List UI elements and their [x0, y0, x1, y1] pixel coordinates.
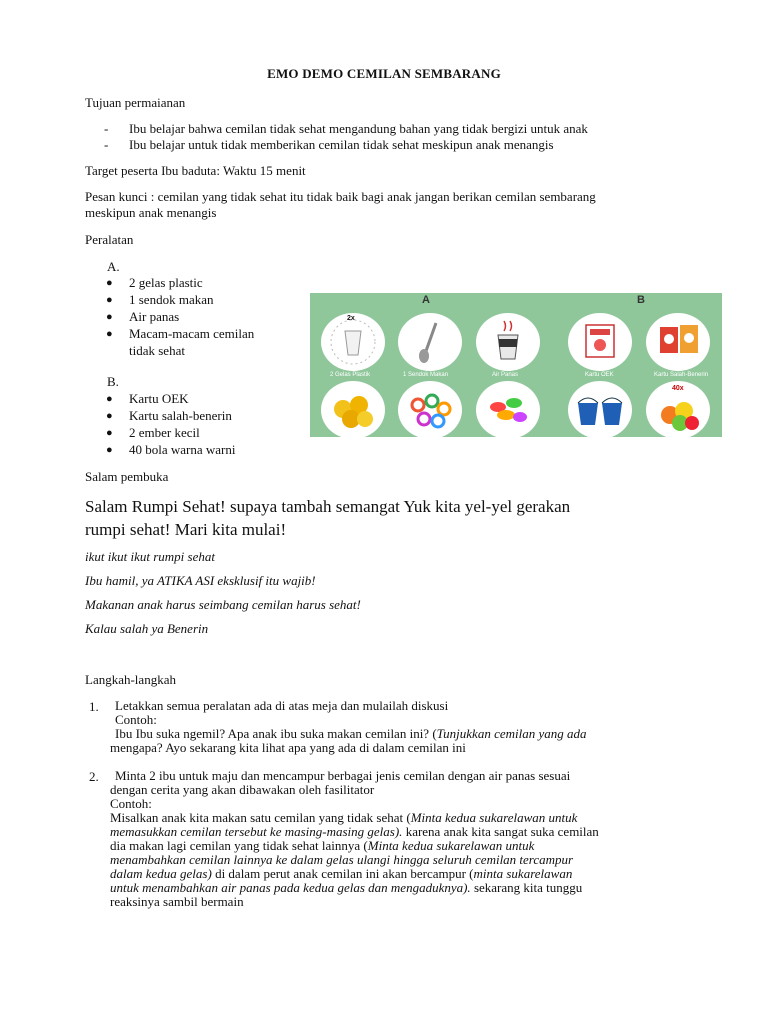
step-text-part: dia makan lagi cemilan yang tidak sehat lainnya (	[110, 838, 368, 853]
cards-icon	[646, 313, 710, 371]
bullet-icon: ●	[106, 277, 113, 289]
equipment-illustration	[310, 293, 722, 437]
hot-cup-icon	[476, 313, 540, 371]
illustration-label: Kartu OEK	[585, 372, 614, 378]
illustration-label: 2 Gelas Plastik	[330, 372, 371, 378]
salam-big-line: Salam Rumpi Sehat! supaya tambah semangat Yuk kita yel-yel gerakan	[85, 497, 571, 516]
equipment-item: 2 gelas plastic	[129, 275, 203, 290]
step-text	[115, 727, 587, 741]
cereal-image	[398, 381, 462, 439]
tujuan-item: Ibu belajar bahwa cemilan tidak sehat mengandung bahan yang tidak bergizi untuk anak	[129, 121, 588, 136]
bullet-icon: ●	[106, 393, 113, 405]
step-number: 1.	[89, 699, 99, 714]
step-text-part: Misalkan anak kita makan satu cemilan yang tidak sehat (	[110, 810, 411, 825]
step-text: Minta 2 ibu untuk maju dan mencampur berbagai jenis cemilan dengan air panas sesuai	[115, 768, 571, 783]
salam-heading: Salam pembuka	[85, 469, 169, 484]
step-instruction: dalam kedua gelas)	[110, 866, 212, 881]
yel-line: ikut ikut ikut rumpi sehat	[85, 549, 215, 564]
step-instruction: untuk menambahkan air panas pada kedua gelas dan mengaduknya).	[110, 880, 471, 895]
step-text-part: sekarang kita tunggu	[470, 880, 583, 895]
step-instruction: menambahkan cemilan lainnya ke dalam gelas ulangi hingga seluruh cemilan tercampur	[110, 852, 574, 867]
step-text	[110, 811, 577, 825]
step-text: dengan cerita yang akan dibawakan oleh fasilitator	[110, 782, 375, 797]
salah-benerin-card-image	[646, 313, 710, 371]
dash-marker: -	[104, 137, 109, 152]
step-text-part: Ibu Ibu suka ngemil? Apa anak ibu suka makan cemilan ini? (	[115, 726, 437, 741]
step-number: 2.	[89, 769, 99, 784]
langkah-heading: Langkah-langkah	[85, 672, 176, 687]
candy-icon	[476, 381, 540, 439]
bullet-icon: ●	[106, 444, 113, 456]
bullet-icon: ●	[106, 410, 113, 422]
document-title: EMO DEMO CEMILAN SEMBARANG	[267, 66, 501, 81]
bullet-icon: ●	[106, 427, 113, 439]
yel-line: Makanan anak harus seimbang cemilan harus sehat!	[85, 597, 361, 612]
pesan-line: meskipun anak menangis	[85, 205, 217, 220]
equipment-item: 40 bola warna warni	[129, 442, 236, 457]
step-instruction: minta sukarelawan	[473, 866, 573, 881]
dash-marker: -	[104, 121, 109, 136]
step-instruction: memasukkan cemilan tersebut ke masing-masing gelas).	[110, 824, 403, 839]
step-instruction: Tunjukkan cemilan yang ada	[436, 726, 587, 741]
salam-big-line: rumpi sehat! Mari kita mulai!	[85, 520, 287, 539]
bullet-icon: ●	[106, 328, 113, 340]
equipment-item: tidak sehat	[129, 343, 185, 358]
illustration-label: Kartu Salah-Benerin	[654, 372, 709, 378]
equipment-item: Kartu salah-benerin	[129, 408, 232, 423]
step-text-part: karena anak kita sangat suka cemilan	[402, 824, 599, 839]
gummy-candy-image	[476, 381, 540, 439]
plastic-cups-image	[321, 313, 385, 371]
step-text: mengapa? Ayo sekarang kita lihat apa yang ada di dalam cemilan ini	[110, 740, 466, 755]
step-text	[110, 867, 572, 881]
colored-balls-image	[646, 381, 710, 439]
bullet-icon: ●	[106, 311, 113, 323]
equipment-item: Macam-macam cemilan	[129, 326, 255, 341]
step-text	[110, 825, 599, 839]
buckets-image	[568, 381, 632, 439]
target-text: Target peserta Ibu baduta: Waktu 15 menit	[85, 163, 306, 178]
step-instruction: Minta kedua sukarelawan untuk	[367, 838, 535, 853]
hot-water-image	[476, 313, 540, 371]
step-text-part: di dalam perut anak cemilan ini akan bercampur (	[211, 866, 474, 881]
step-contoh: Contoh:	[110, 796, 152, 811]
snack-balls-icon	[321, 381, 385, 439]
group-a-label: A.	[107, 259, 120, 274]
tujuan-heading: Tujuan permaianan	[85, 95, 186, 110]
spoon-image	[398, 313, 462, 371]
bullet-icon: ●	[106, 294, 113, 306]
illustration-label: 1 Sendok Makan	[403, 372, 449, 378]
equipment-item: Air panas	[129, 309, 180, 324]
balls-badge: 40x	[672, 385, 684, 392]
step-text: Letakkan semua peralatan ada di atas meja dan mulailah diskusi	[115, 698, 449, 713]
bucket-icon	[568, 381, 632, 439]
yel-line: Kalau salah ya Benerin	[85, 621, 209, 636]
equipment-item: Kartu OEK	[129, 391, 189, 406]
glass-badge: 2x	[347, 315, 355, 322]
illustration-header-b: B	[637, 294, 645, 306]
step-contoh: Contoh:	[115, 712, 157, 727]
step-text: reaksinya sambil bermain	[110, 894, 244, 909]
peralatan-heading: Peralatan	[85, 232, 134, 247]
illustration-label: Air Panas	[492, 372, 519, 378]
illustration-header-a: A	[422, 294, 430, 306]
spoon-icon	[398, 313, 462, 371]
step-text	[110, 853, 573, 867]
pesan-line: Pesan kunci : cemilan yang tidak sehat itu tidak baik bagi anak jangan berikan cemilan sembarang	[85, 189, 596, 204]
step-text	[110, 839, 534, 853]
tujuan-item: Ibu belajar untuk tidak memberikan cemilan tidak sehat meskipun anak menangis	[129, 137, 554, 152]
group-b-label: B.	[107, 374, 119, 389]
equipment-item: 1 sendok makan	[129, 292, 214, 307]
oek-card-image	[568, 313, 632, 371]
cereal-icon	[398, 381, 462, 439]
yel-line: Ibu hamil, ya ATIKA ASI eksklusif itu wajib!	[85, 573, 316, 588]
step-text	[110, 881, 582, 895]
card-icon	[568, 313, 632, 371]
equipment-item: 2 ember kecil	[129, 425, 200, 440]
step-instruction: Minta kedua sukarelawan untuk	[410, 810, 578, 825]
snack-image	[321, 381, 385, 439]
